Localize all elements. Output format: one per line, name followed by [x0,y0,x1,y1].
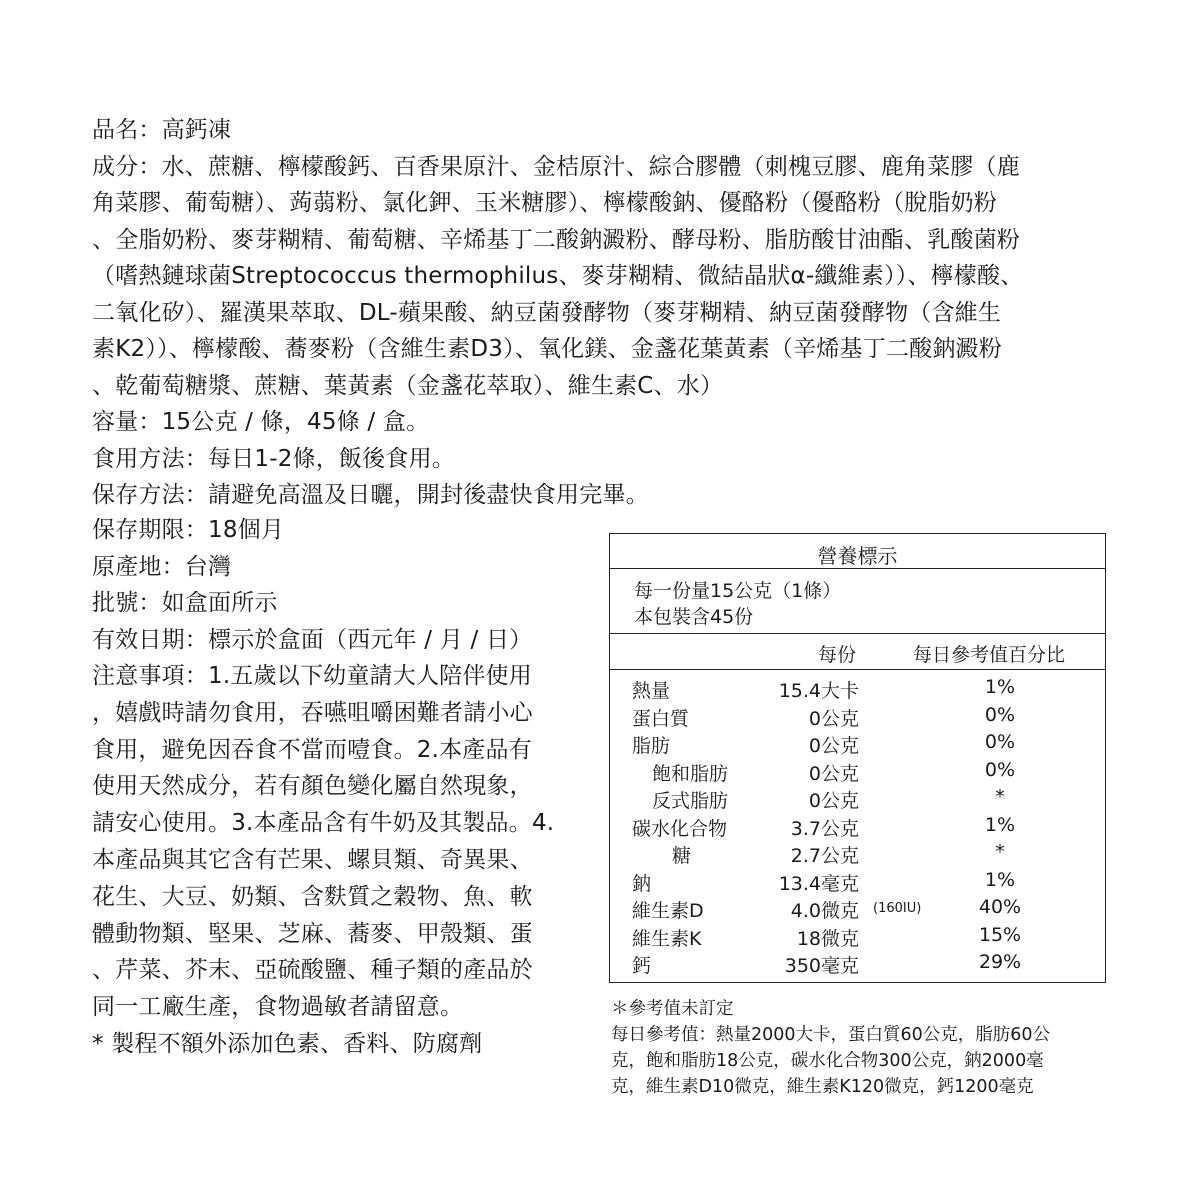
nutrient-row [610,814,1105,842]
ingredients-line-3: 、全脂奶粉、麥芽糊精、葡萄糖、辛烯基丁二酸鈉澱粉、酵母粉、脂肪酸甘油酯、乳酸菌粉 [92,226,1020,253]
nutrient-pct: 29% [978,951,1022,973]
col-daily-pct: 每日參考值百分比 [913,644,1066,666]
ingredients-line-2: 角菜膠、葡萄糖）、蒟蒻粉、氯化鉀、玉米糖膠）、檸檬酸鈉、優酪粉（優酪粉（脫脂奶粉 [92,190,997,216]
nutrient-name: 糖 [672,845,692,867]
footnote-line-1: 每日參考值：熱量2000大卡，蛋白質60公克，脂肪60公 [611,1025,1051,1045]
nutrient-row [610,951,1105,979]
note-line-10: 同一工廠生產，食物過敏者請留意。 [92,994,464,1021]
capacity: 容量：15公克 / 條，45條 / 盒。 [92,409,430,435]
footnote-star: ＊參考值未訂定 [611,999,734,1019]
note-line-3: 食用，避免因吞食不當而噎食。2.本產品有 [92,736,532,763]
ingredients-line-6: 素K2））、檸檬酸、蕎麥粉（含維生素D3）、氧化鎂、金盞花葉黃素（辛烯基丁二酸鈉澱粉 [92,336,1002,362]
nutrition-facts-table [609,533,1106,983]
batch-number: 批號：如盒面所示 [92,590,278,616]
nutrient-pct: 0% [984,758,1016,781]
additive-note: * 製程不額外添加色素、香料、防腐劑 [92,1030,483,1057]
note-line-6: 本產品與其它含有芒果、螺貝類、奇異果、 [92,846,533,873]
storage: 保存方法：請避免高溫及日曬，開封後盡快食用完畢。 [92,482,649,508]
nutrient-iu: (160IU) [873,901,922,916]
nutrient-name: 脂肪 [632,735,671,757]
expiry-date: 有效日期：標示於盒面（西元年 / 月 / 日） [92,626,533,653]
nutrient-name: 碳水化合物 [632,817,728,840]
nutrient-pct: 0% [984,731,1016,753]
note-line-1: 注意事項：1.五歲以下幼童請大人陪伴使用 [92,663,532,689]
nutrient-value: 3.7公克 [790,817,859,840]
nutrient-value: 0公克 [808,735,859,757]
shelf-life: 保存期限：18個月 [92,517,285,543]
nutrient-row [610,869,1105,897]
nutrient-row [610,676,1105,704]
nutrient-row [610,704,1105,732]
nutrient-pct: 1% [984,813,1016,836]
nutrient-row [610,759,1105,787]
nutrient-row [610,731,1105,759]
nutrient-pct: 15% [978,923,1022,946]
ingredients-line-7: 、乾葡萄糖漿、蔗糖、葉黃素（金盞花萃取）、維生素C、水） [92,372,724,399]
nutrient-row [610,924,1105,952]
nutrient-pct: 40% [978,896,1022,918]
note-line-7: 花生、大豆、奶類、含麩質之穀物、魚、軟 [92,883,533,910]
nutrient-value: 350毫克 [784,955,859,977]
nutrient-value: 2.7公克 [790,845,859,867]
ingredients-line-1: 成分：水、蔗糖、檸檬酸鈣、百香果原汁、金桔原汁、綜合膠體（刺槐豆膠、鹿角菜膠（鹿 [92,153,1020,180]
divider [610,568,1105,569]
product-details-block [92,512,597,1063]
nutrient-value: 15.4大卡 [778,680,859,702]
nutrient-name: 維生素D [632,900,704,922]
ingredients-line-4: （嗜熱鏈球菌Streptococcus thermophilus、麥芽糊精、微結晶狀α-纖維素））、檸檬酸、 [92,263,1024,289]
note-line-2: ，嬉戲時請勿食用，吞嚥咀嚼困難者請小心 [92,699,533,726]
nutrient-value: 0公克 [808,707,859,730]
footnote-line-3: 克，維生素D10微克，維生素K120微克，鈣1200毫克 [611,1077,1034,1097]
note-line-5: 請安心使用。3.本產品含有牛奶及其製品。4. [92,810,555,837]
nutrient-row [610,786,1105,814]
servings-per-package: 本包裝含45份 [634,606,754,628]
nutrient-name: 反式脂肪 [652,790,729,812]
nutrient-value: 4.0微克 [790,900,859,922]
nutrient-name: 熱量 [632,680,671,702]
nutrient-name: 維生素K [632,927,702,950]
nutrition-title: 營養標示 [817,544,898,568]
divider [610,669,1105,670]
serving-size: 每一份量15公克（1條） [634,580,842,602]
nutrient-value: 0公克 [808,762,859,785]
ingredients-line-5: 二氧化矽）、羅漢果萃取、DL-蘋果酸、納豆菌發酵物（麥芽糊精、納豆菌發酵物（含維生 [92,299,1002,326]
nutrient-value: 0公克 [808,790,859,812]
nutrient-pct: 1% [984,676,1016,698]
nutrient-name: 鈉 [632,872,652,895]
nutrient-pct: * [995,786,1005,808]
origin: 原產地：台灣 [92,553,232,580]
divider [610,633,1105,634]
product-info-block [92,112,1112,514]
nutrient-pct: 0% [984,703,1016,726]
nutrient-value: 18微克 [796,927,859,950]
product-name: 品名：高鈣凍 [92,117,232,143]
usage: 食用方法：每日1-2條，飯後食用。 [92,445,455,472]
nutrient-row [610,896,1105,924]
col-per-serving: 每份 [818,644,857,666]
nutrient-pct: * [995,841,1005,863]
note-line-8: 體動物類、堅果、芝麻、蕎麥、甲殼類、蛋 [92,920,533,947]
nutrient-pct: 1% [984,868,1016,891]
nutrient-value: 13.4毫克 [778,872,859,895]
nutrient-name: 鈣 [632,955,652,977]
footnote-line-2: 克，飽和脂肪18公克，碳水化合物300公克，鈉2000毫 [611,1051,1044,1071]
note-line-4: 使用天然成分，若有顏色變化屬自然現象， [92,773,533,800]
nutrient-name: 飽和脂肪 [652,762,729,785]
nutrient-name: 蛋白質 [632,707,690,730]
nutrition-footnotes [611,996,1121,1100]
caution-notes [92,658,597,1063]
note-line-9: 、芹菜、芥末、亞硫酸鹽、種子類的產品於 [92,957,533,984]
nutrient-row [610,841,1105,869]
